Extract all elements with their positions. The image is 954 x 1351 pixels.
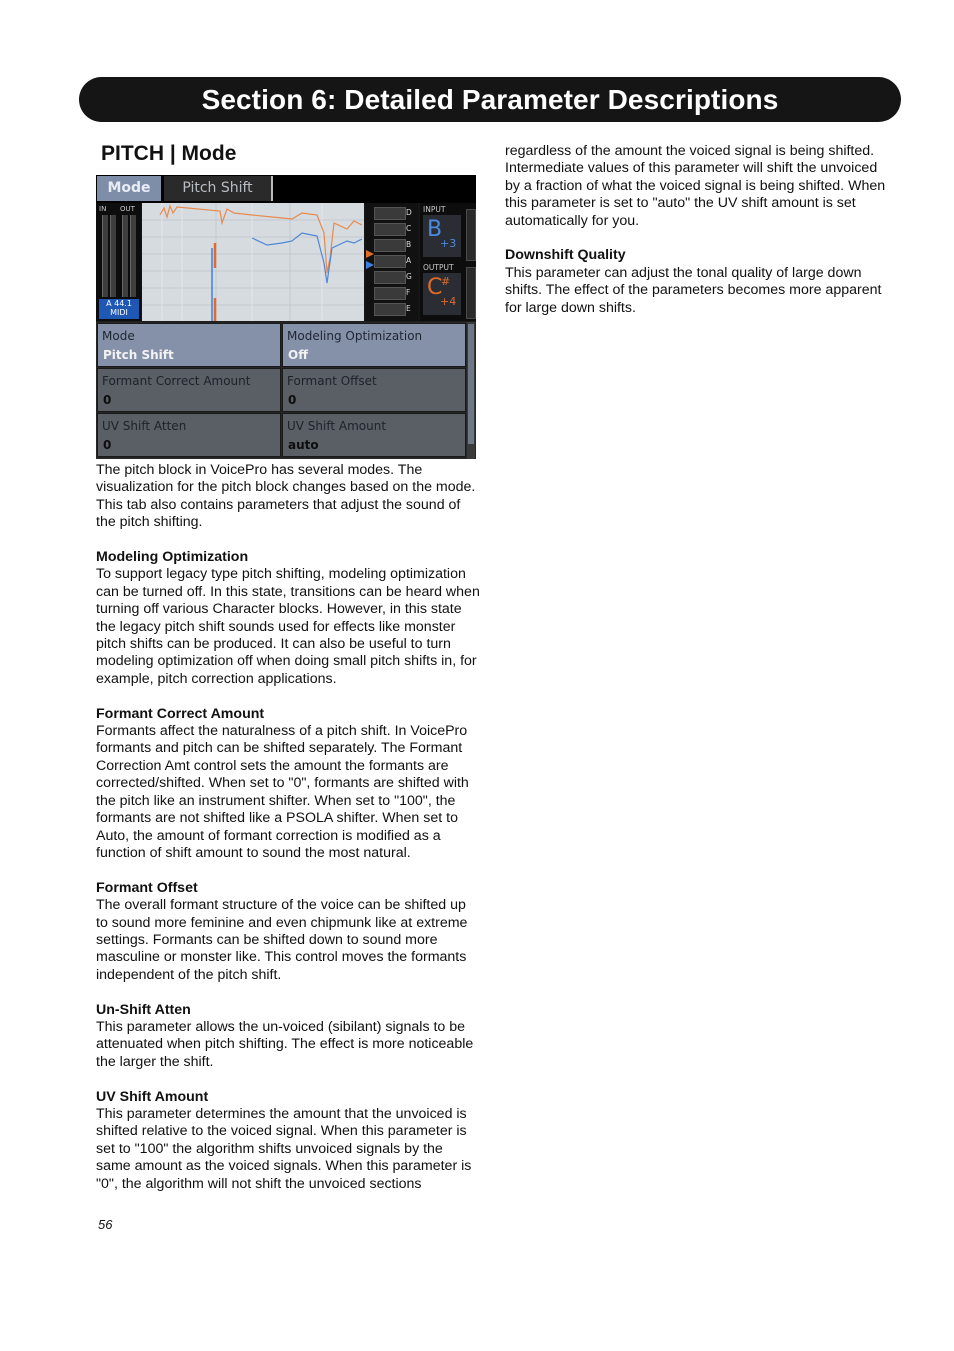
parameter-grid xyxy=(96,322,476,459)
section-heading: Formant Correct Amount xyxy=(96,705,265,722)
key-label: E xyxy=(406,304,411,313)
param-value: 0 xyxy=(103,393,112,407)
output-label: OUTPUT xyxy=(423,263,454,272)
rate-channel: A xyxy=(106,299,112,308)
key-label: F xyxy=(406,288,411,297)
subsection-heading: PITCH | Mode xyxy=(101,142,237,165)
input-side-meter xyxy=(466,209,476,261)
output-note-box xyxy=(423,273,461,315)
section-text: This parameter determines the amount that the unvoiced is shifted relative to the voiced signal. When this parameter is set to "100" the algorithm shifts unvoiced signals by the same amount as the voiced signals. When this parameter is "0", the algorithm will not shift the unvoiced sections xyxy=(96,1105,472,1192)
rate-source: MIDI xyxy=(110,308,128,317)
section-text: The overall formant structure of the voice can be shifted up to sound more feminine and even chipmunk like at extreme settings. Formants can be shifted down to sound more masculine or monster like. This control moves the formants independent of the pitch shift. xyxy=(96,897,468,983)
tab-bar xyxy=(96,175,476,203)
tab-pitch-shift[interactable]: Pitch Shift xyxy=(164,176,271,201)
meter-in-label: IN xyxy=(99,205,107,213)
param-label: Formant Correct Amount xyxy=(102,374,251,388)
output-offset: +4 xyxy=(440,295,457,308)
scrollbar-thumb[interactable] xyxy=(468,324,474,444)
pitch-mode-screenshot xyxy=(96,175,476,459)
right-column xyxy=(505,143,895,334)
sample-rate-badge xyxy=(99,299,139,319)
param-uv-shift-atten[interactable] xyxy=(97,413,281,457)
key-label: A xyxy=(406,256,412,265)
section-heading: Downshift Quality xyxy=(505,247,626,264)
section-heading: Un-Shift Atten xyxy=(96,1001,191,1018)
param-formant-correct-amount[interactable] xyxy=(97,368,281,412)
section-heading: Modeling Optimization xyxy=(96,549,249,566)
param-uv-shift-amount[interactable] xyxy=(282,413,466,457)
page-number: 56 xyxy=(98,1217,113,1232)
tab-mode[interactable]: Mode xyxy=(97,176,161,201)
output-side-meter xyxy=(466,267,476,319)
output-accidental: # xyxy=(441,275,451,288)
param-label: UV Shift Amount xyxy=(287,419,387,433)
param-value: auto xyxy=(288,438,319,452)
left-column xyxy=(96,462,480,1193)
param-label: Mode xyxy=(102,329,135,343)
key-label: C xyxy=(406,224,412,233)
param-formant-offset[interactable] xyxy=(282,368,466,412)
param-value: 0 xyxy=(103,438,112,452)
section-heading: UV Shift Amount xyxy=(96,1088,209,1105)
key-label: B xyxy=(406,240,412,249)
param-scrollbar[interactable] xyxy=(467,322,475,459)
rate-value: 44.1 xyxy=(114,299,132,308)
continuation-paragraph: regardless of the amount the voiced signal is being shifted. Intermediate values of this parameter will shift the unvoiced by a fraction of what the voiced signal is being shifted. When this parameter is set to "auto" the UV shift amount is set automatically for you. xyxy=(505,143,886,229)
key-label: D xyxy=(406,208,412,217)
pitch-markers xyxy=(366,203,418,321)
param-mode[interactable] xyxy=(97,323,281,367)
section-text: This parameter can adjust the tonal quality of large down shifts. The effect of the parameters becomes more apparent for large down shifts. xyxy=(505,264,882,316)
param-label: Modeling Optimization xyxy=(287,329,423,343)
output-note: C xyxy=(427,275,443,300)
param-modeling-optimization[interactable] xyxy=(282,323,466,367)
key-label: G xyxy=(406,272,412,281)
input-label: INPUT xyxy=(423,205,446,214)
input-offset: +3 xyxy=(440,237,457,250)
param-value: Off xyxy=(288,348,308,362)
note-keyboard xyxy=(366,203,418,321)
section-text: This parameter allows the un-voiced (sibilant) signals to be attenuated when pitch shifting. The effect is more noticeable the larger the shift. xyxy=(96,1018,474,1070)
param-label: Formant Offset xyxy=(287,374,377,388)
pitch-graph xyxy=(142,203,364,321)
meter-in-bar-right xyxy=(110,215,116,297)
meter-out-bar-left xyxy=(122,215,128,297)
section-text: Formants affect the naturalness of a pitch shift. In VoicePro formants and pitch can be shifted separately. The Formant Correction Amt control sets the amount the formants are corrected/shifted. When set to "0", formants are shifted with the pitch like an instrument shifter. When set to "100", the formants are not shifted like a PSOLA shifter. When set to Auto, the amount of formant correction is modified as a function of shift amount to sound the most natural. xyxy=(96,723,469,861)
input-output-display xyxy=(420,203,476,321)
pitch-visualization xyxy=(96,203,476,321)
param-label: UV Shift Atten xyxy=(102,419,187,433)
input-note-box xyxy=(423,215,461,257)
meter-out-label: OUT xyxy=(120,205,135,213)
section-banner xyxy=(79,77,901,122)
section-title: Section 6: Detailed Parameter Descriptions xyxy=(201,84,779,115)
param-value: Pitch Shift xyxy=(103,348,174,362)
level-meters xyxy=(96,203,141,321)
meter-out-bar-right xyxy=(130,215,136,297)
intro-paragraph: The pitch block in VoicePro has several modes. The visualization for the pitch block changes based on the mode. This tab also contains parameters that adjust the sound of the pitch shifting. xyxy=(96,462,476,531)
input-note: B xyxy=(427,217,443,242)
section-heading: Formant Offset xyxy=(96,879,198,896)
param-value: 0 xyxy=(288,393,297,407)
meter-in-bar-left xyxy=(102,215,108,297)
section-text: To support legacy type pitch shifting, modeling optimization can be turned off. In this state, transitions can be heard when turning off various Character blocks. However, in this state the legacy pitch shift sounds used for effects like monster pitch shifts can be produced. It can also be useful to turn modeling optimization off when doing small pitch shifts in, for example, pitch correction applications. xyxy=(96,566,480,687)
